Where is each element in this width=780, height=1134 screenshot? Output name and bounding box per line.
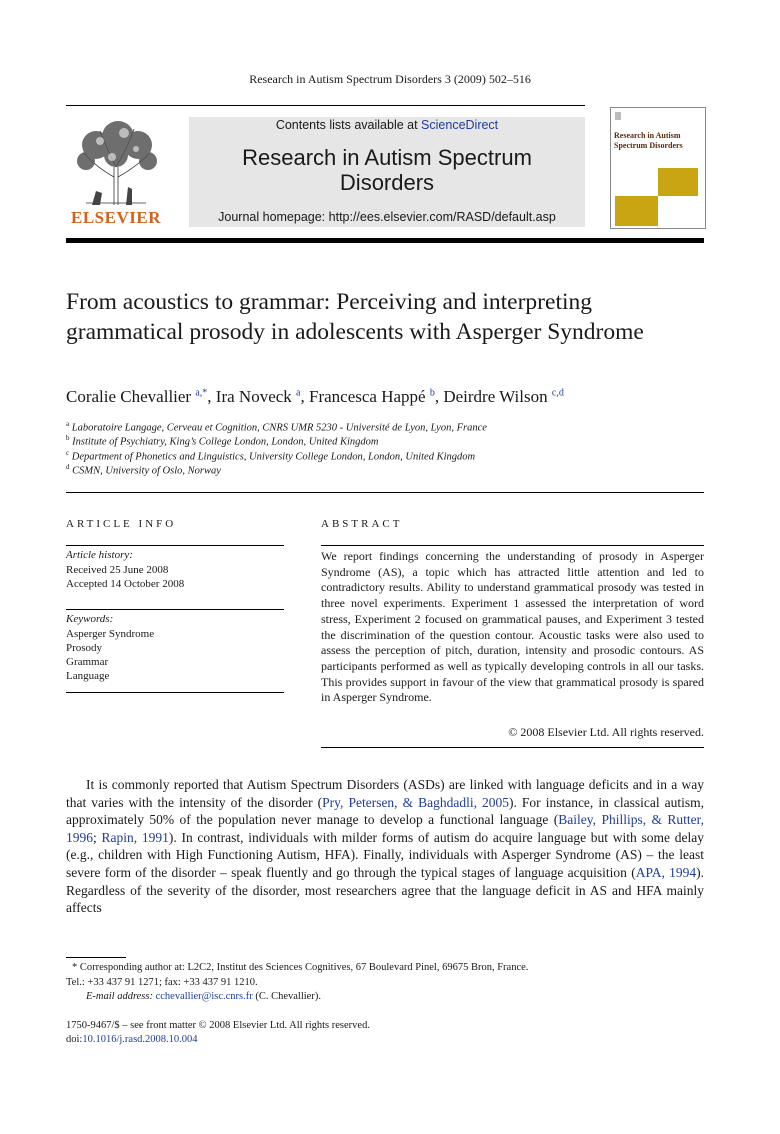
keyword: Asperger Syndrome [66,628,155,640]
article-title: From acoustics to grammar: Perceiving and interpreting grammatical prosody in adolescents with Asperger Syndrome [66,289,644,345]
affiliation [66,463,706,477]
abstract-copyright: © 2008 Elsevier Ltd. All rights reserved. [508,725,704,739]
journal-cover-thumbnail [610,107,706,229]
homepage-url[interactable]: http://ees.elsevier.com/RASD/default.asp [328,210,556,224]
abstract-rule [321,545,704,546]
history-label: Article history: [66,549,133,561]
affiliation-text: Laboratoire Langage, Cerveau et Cognition, CNRS UMR 5230 - Université de Lyon, Lyon, France [71,422,487,434]
author-list: Coralie Chevallier $^{a,*}$, Ira Noveck $^a$, Francesca Happé $^b$, Deirdre Wilson $^{c,d}$ [66,387,564,406]
body-text-segment: ). Regardless of the severity of the disorder, most researchers agree that the language deficit in AS and HFA mainly affects [66,864,704,916]
received-date: Received 25 June 2008 [66,564,169,576]
affiliation-text: Institute of Psychiatry, King’s College London, London, United Kingdom [72,436,379,448]
homepage-prefix: Journal homepage: [218,210,329,224]
section-rule [66,492,704,493]
journal-homepage [189,210,585,224]
abstract-text: We report findings concerning the understanding of prosody in Asperger Syndrome (AS), a topic which has attracted little attention and led to contradictory results. Ability to understand grammatical prosody was tested in three novel experiments. Experiment 1 assessed the interpretation of word stress, Experiment 2 focused on grammatical pauses, and Experiment 3 tested the discrimination of the question contour. Acoustic tasks were also used to assess the perception of pitch, duration, intensity and prosodic contours. AS participants performed as well as typically developing controls in all our tasks. This provides support in favour of the view that grammatical prosody is spared in Asperger Syndrome. [321,549,704,705]
affiliation-key: d [66,463,70,471]
body-text-segment: ). For instance, in classical autism, approximately 50% of the population never manage to develop a functional language ( [66,794,704,828]
email-label: E-mail address: [86,991,156,1002]
author-affiliation-mark[interactable]: b [429,387,435,399]
author-affiliation-mark[interactable]: c,d [551,387,564,399]
journal-title-line2: Disorders [339,170,435,195]
author-affiliation-mark[interactable]: a,* [195,387,208,399]
author-name: Francesca Happé [309,387,426,406]
doi-link[interactable]: 10.1016/j.rasd.2008.10.004 [82,1034,198,1045]
doi-prefix: doi: [66,1034,83,1045]
article-info-rule [66,609,284,610]
affiliation-key: c [66,449,70,457]
abstract-rule [321,747,704,748]
body-text-segment: ). In contrast, individuals with milder forms of autism do acquire language but with some delay (e.g., children with High Functioning Autism, HFA). Finally, individuals with Asperger Syndrome (AS) – the least severe form of the disorder – speak fluently and go through the typical stages of language acquisition ( [66,829,704,880]
citation-link[interactable]: Bailey, Phillips, & Rutter, 1996 [66,812,704,845]
accepted-date: Accepted 14 October 2008 [66,578,185,590]
citation-link[interactable]: Rapin, 1991 [101,829,169,845]
affiliation [66,449,706,463]
body-text-segment: ; [93,829,102,845]
affiliation [66,420,706,434]
issn-line: 1750-9467/$ – see front matter © 2008 Elsevier Ltd. All rights reserved. [66,1020,370,1031]
affiliation-key: a [66,420,70,428]
cover-graphic [611,108,705,228]
affiliation-text: Department of Phonetics and Linguistics, University College London, London, United Kingdom [71,451,476,463]
author-name: Deirdre Wilson [443,387,548,406]
contents-prefix: Contents lists available at [275,118,422,132]
abstract-heading: ABSTRACT [321,518,403,530]
elsevier-wordmark: ELSEVIER [71,208,161,227]
author-name: Coralie Chevallier [66,387,192,406]
journal-title-line1: Research in Autism Spectrum [242,145,532,170]
cover-title: Research in Autism Spectrum Disorders [614,131,683,150]
article-info-rule [66,545,284,546]
citation-link[interactable]: APA, 1994 [635,864,697,880]
journal-reference: Research in Autism Spectrum Disorders 3 (2009) 502–516 [249,72,531,86]
keyword: Prosody [66,642,103,654]
masthead-thick-rule [66,238,704,243]
header-rule [66,105,585,106]
affiliation [66,434,706,448]
journal-title [189,145,585,195]
keyword: Language [66,670,110,682]
affiliation-text: CSMN, University of Oslo, Norway [72,465,221,477]
body-text-segment: It is commonly reported that Autism Spectrum Disorders (ASDs) are linked with language deficits and in a way that varies with the intensity of the disorder ( [66,777,704,810]
author-affiliation-mark[interactable]: a [296,387,301,399]
corresponding-author-note: * Corresponding author at: L2C2, Institut des Sciences Cognitives, 67 Boulevard Pinel, 69675 Bron, France. [72,962,529,973]
keyword: Grammar [66,656,109,668]
footnote-rule [66,957,126,958]
keywords-label: Keywords: [66,613,114,625]
contact-phone-note: Tel.: +33 437 91 1271; fax: +33 437 91 1210. [66,977,258,988]
article-info-rule [66,692,284,693]
article-info-heading: ARTICLE INFO [66,518,177,530]
sciencedirect-link[interactable]: ScienceDirect [421,118,499,132]
doi-line [66,1034,198,1045]
citation-link[interactable]: Pry, Petersen, & Baghdadli, 2005 [322,794,510,810]
contents-line [189,118,585,132]
affiliation-key: b [66,434,70,442]
body-paragraph [66,776,704,917]
author-name: Ira Noveck [215,387,292,406]
email-suffix: (C. Chevallier). [252,991,321,1002]
email-note [66,991,726,1002]
email-link[interactable]: cchevallier@isc.cnrs.fr [155,991,253,1002]
